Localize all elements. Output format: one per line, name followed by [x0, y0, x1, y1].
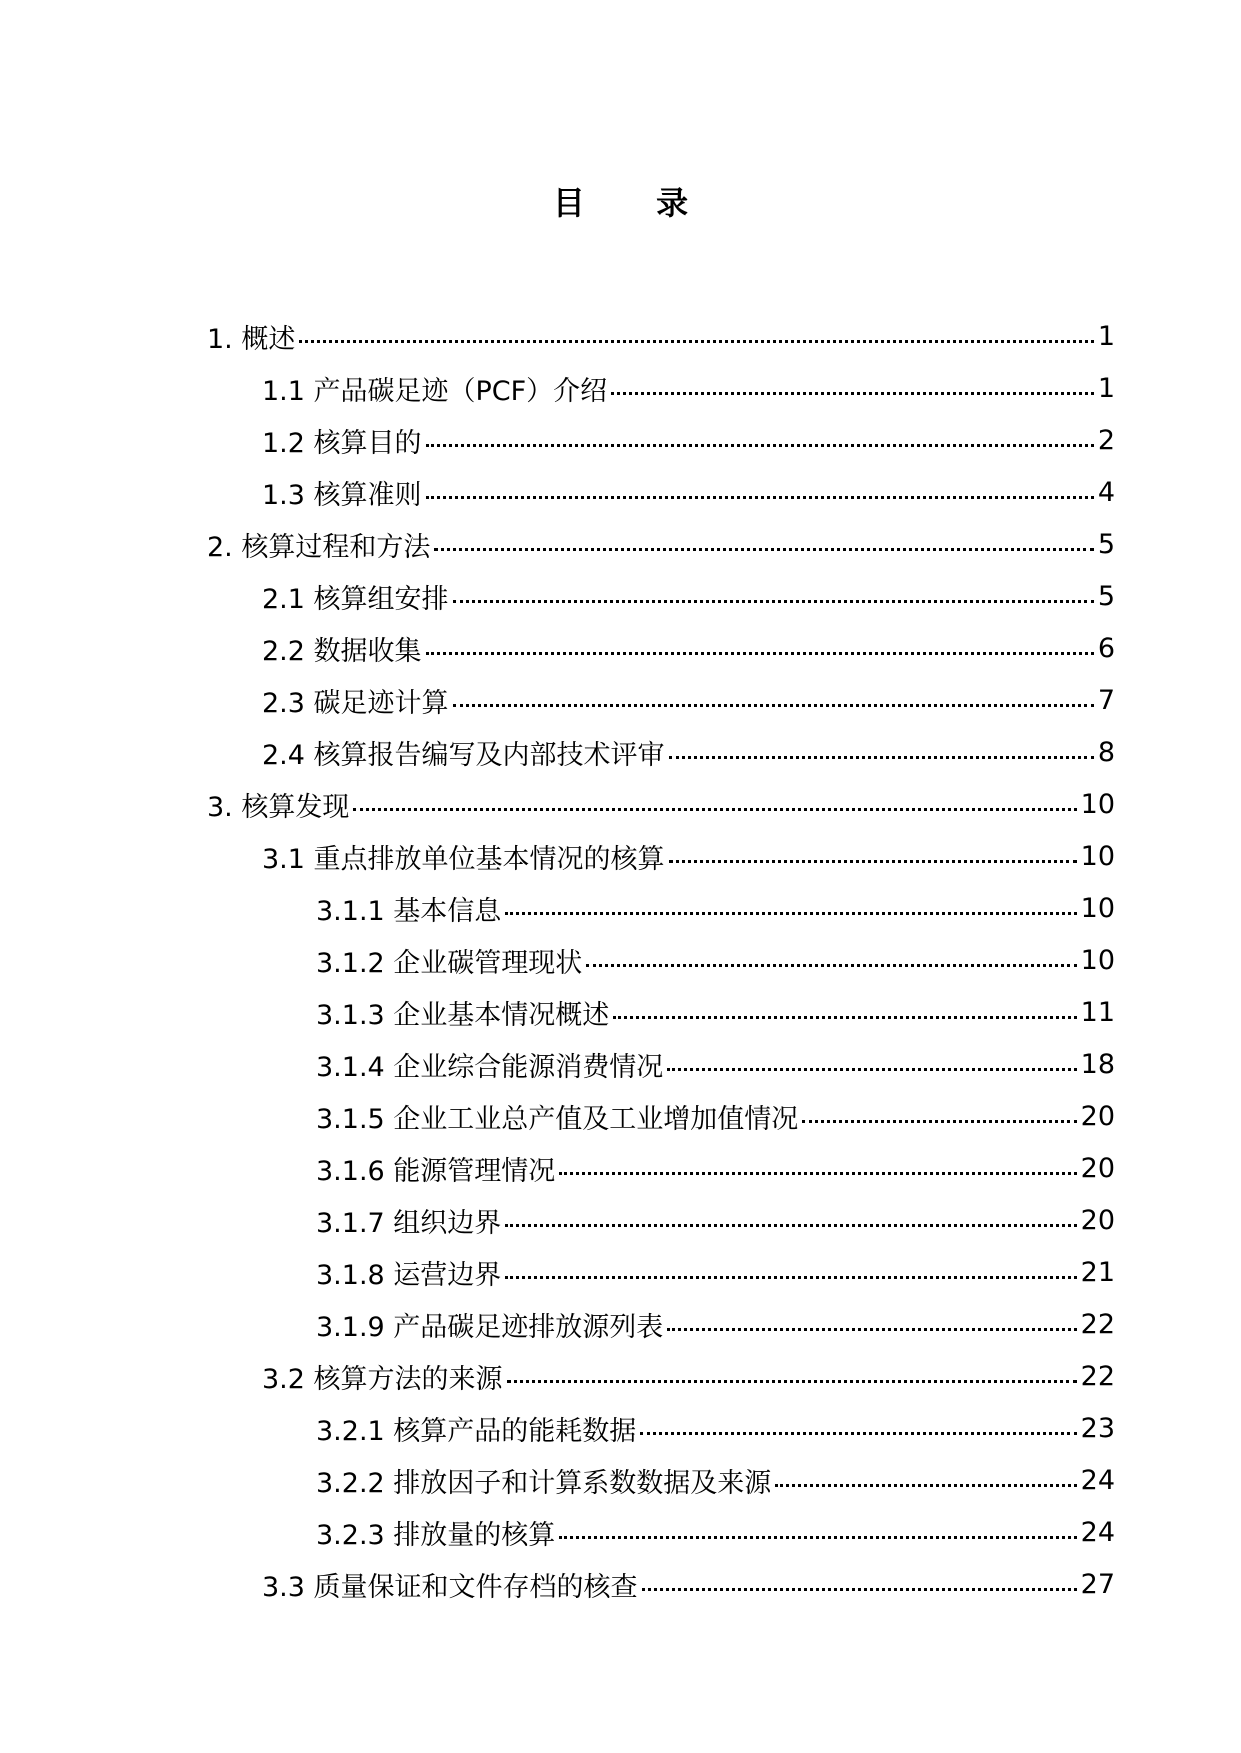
toc-entry-page-number: 10: [1080, 944, 1115, 976]
toc-entry-title: 3.3 质量保证和文件存档的核查: [262, 1571, 638, 1603]
toc-entry-title: 3.1.1 基本信息: [316, 895, 502, 927]
toc-entry-page-number: 8: [1097, 736, 1115, 768]
toc-entry-page-number: 20: [1080, 1100, 1115, 1132]
dot-leader: [353, 808, 1076, 811]
dot-leader: [426, 444, 1094, 447]
toc-entry[interactable]: [207, 518, 1115, 570]
toc-entry-page-number: 10: [1080, 840, 1115, 872]
dot-leader: [667, 1068, 1076, 1071]
dot-leader: [611, 392, 1094, 395]
toc-entry[interactable]: [262, 570, 1115, 622]
dot-leader: [775, 1484, 1076, 1487]
dot-leader: [299, 340, 1093, 343]
dot-leader: [586, 964, 1076, 967]
toc-entry[interactable]: [316, 934, 1115, 986]
dot-leader: [642, 1588, 1077, 1591]
toc-entry-title: 2.2 数据收集: [262, 635, 422, 667]
toc-entry-page-number: 11: [1080, 996, 1115, 1028]
toc-entry-page-number: 24: [1080, 1516, 1115, 1548]
toc-entry-title: 3.1.8 运营边界: [316, 1259, 502, 1291]
toc-entry-title: 3.2.2 排放因子和计算系数数据及来源: [316, 1467, 772, 1499]
dot-leader: [669, 860, 1077, 863]
toc-entry-page-number: 18: [1080, 1048, 1115, 1080]
toc-entry-title: 2.1 核算组安排: [262, 583, 449, 615]
toc-entry[interactable]: [262, 362, 1115, 414]
toc-entry-page-number: 20: [1080, 1204, 1115, 1236]
toc-entry-page-number: 5: [1097, 580, 1115, 612]
toc-entry-title: 3.1.5 企业工业总产值及工业增加值情况: [316, 1103, 799, 1135]
toc-entry-title: 1.2 核算目的: [262, 427, 422, 459]
toc-entry[interactable]: [316, 1194, 1115, 1246]
toc-entry[interactable]: [316, 1402, 1115, 1454]
toc-entry-title: 2.3 碳足迹计算: [262, 687, 449, 719]
toc-entry-title: 2.4 核算报告编写及内部技术评审: [262, 739, 665, 771]
toc-entry-page-number: 2: [1097, 424, 1115, 456]
toc-entry[interactable]: [316, 1298, 1115, 1350]
toc-entry-title: 3.1.2 企业碳管理现状: [316, 947, 583, 979]
toc-entry[interactable]: [262, 1558, 1115, 1610]
toc-entry[interactable]: [262, 726, 1115, 778]
toc-entry-page-number: 22: [1080, 1360, 1115, 1392]
toc-entry[interactable]: [316, 986, 1115, 1038]
toc-entry-page-number: 27: [1080, 1568, 1115, 1600]
toc-entry-title: 3.1.6 能源管理情况: [316, 1155, 556, 1187]
toc-entry-page-number: 24: [1080, 1464, 1115, 1496]
toc-entry-page-number: 7: [1097, 684, 1115, 716]
toc-entry-title: 3.1.4 企业综合能源消费情况: [316, 1051, 664, 1083]
toc-entry[interactable]: [262, 674, 1115, 726]
toc-entry-page-number: 21: [1080, 1256, 1115, 1288]
toc-list: [0, 310, 1241, 1610]
toc-entry-title: 1.1 产品碳足迹（PCF）介绍: [262, 375, 608, 407]
toc-entry-title: 3.1.9 产品碳足迹排放源列表: [316, 1311, 664, 1343]
dot-leader: [667, 1328, 1076, 1331]
toc-entry-title: 2. 核算过程和方法: [207, 531, 431, 563]
toc-entry[interactable]: [316, 1142, 1115, 1194]
toc-entry-title: 3.1.3 企业基本情况概述: [316, 999, 610, 1031]
toc-entry[interactable]: [316, 1506, 1115, 1558]
toc-entry-title: 3.2 核算方法的来源: [262, 1363, 503, 1395]
dot-leader: [559, 1536, 1076, 1539]
toc-title: 目 录: [552, 184, 719, 222]
toc-entry-title: 3.2.1 核算产品的能耗数据: [316, 1415, 637, 1447]
toc-entry-page-number: 1: [1097, 372, 1115, 404]
toc-entry[interactable]: [316, 1090, 1115, 1142]
toc-entry-title: 3.1 重点排放单位基本情况的核算: [262, 843, 665, 875]
dot-leader: [505, 912, 1076, 915]
dot-leader: [505, 1224, 1076, 1227]
dot-leader: [640, 1432, 1076, 1435]
dot-leader: [453, 600, 1094, 603]
toc-entry-page-number: 20: [1080, 1152, 1115, 1184]
toc-entry-title: 1. 概述: [207, 323, 296, 355]
dot-leader: [505, 1276, 1076, 1279]
toc-entry[interactable]: [262, 830, 1115, 882]
toc-entry-page-number: 10: [1080, 892, 1115, 924]
toc-entry[interactable]: [262, 466, 1115, 518]
toc-entry[interactable]: [262, 1350, 1115, 1402]
dot-leader: [426, 652, 1094, 655]
toc-entry-page-number: 6: [1097, 632, 1115, 664]
toc-entry-page-number: 1: [1097, 320, 1115, 352]
toc-entry[interactable]: [207, 310, 1115, 362]
toc-entry-page-number: 22: [1080, 1308, 1115, 1340]
toc-entry-page-number: 4: [1097, 476, 1115, 508]
toc-entry[interactable]: [316, 1454, 1115, 1506]
toc-entry-page-number: 10: [1080, 788, 1115, 820]
dot-leader: [434, 548, 1093, 551]
toc-entry-page-number: 23: [1080, 1412, 1115, 1444]
toc-entry-title: 3. 核算发现: [207, 791, 350, 823]
toc-entry[interactable]: [316, 1038, 1115, 1090]
dot-leader: [802, 1120, 1076, 1123]
dot-leader: [453, 704, 1094, 707]
toc-entry[interactable]: [262, 414, 1115, 466]
toc-entry[interactable]: [316, 1246, 1115, 1298]
toc-entry[interactable]: [316, 882, 1115, 934]
toc-entry-page-number: 5: [1097, 528, 1115, 560]
toc-entry-title: 1.3 核算准则: [262, 479, 422, 511]
dot-leader: [613, 1016, 1076, 1019]
toc-entry[interactable]: [262, 622, 1115, 674]
dot-leader: [669, 756, 1094, 759]
toc-entry[interactable]: [207, 778, 1115, 830]
dot-leader: [559, 1172, 1076, 1175]
toc-entry-title: 3.2.3 排放量的核算: [316, 1519, 556, 1551]
dot-leader: [507, 1380, 1077, 1383]
dot-leader: [426, 496, 1094, 499]
toc-entry-title: 3.1.7 组织边界: [316, 1207, 502, 1239]
